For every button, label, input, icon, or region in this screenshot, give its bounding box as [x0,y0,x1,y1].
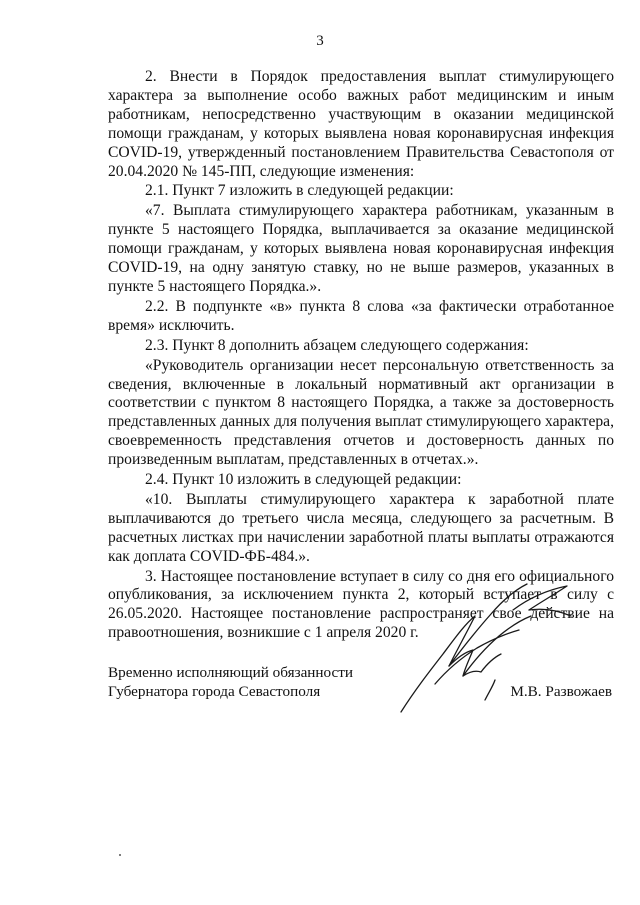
paragraph-2-4: 2.4. Пункт 10 изложить в следующей редакции: [145,471,462,489]
page-number: 3 [316,33,324,49]
paragraph-3-effective: 3. Настоящее постановление вступает в силу со дня его официального опубликования, за исключением пункта 2, который вступает в силу с 26.05.2020. Настоящее постановление распространяет свое действие на правоотношения, возникшие с 1 апреля 2020 г. [108,567,614,642]
paragraph-2-3-quote: «Руководитель организации несет персональную ответственность за сведения, включенные в локальный нормативный акт организации в соответствии с пунктом 8 настоящего Порядка, а также за достоверность представленных данных для получения выплат стимулирующего характера, своевременность представления отчетов и достоверность данных по произведенным выплатам, представленных в отчетах.». [108,356,614,469]
signatory-title-line-2: Губернатора города Севастополя [108,682,321,700]
signature-block [108,664,614,704]
paragraph-2-1: 2.1. Пункт 7 изложить в следующей редакции: [145,182,454,200]
paragraph-2-1-quote: «7. Выплата стимулирующего характера работникам, указанным в пункте 5 настоящего Порядка, выплачивается за оказание медицинской помощи гражданам, у которых выявлена новая коронавирусная инфекция COVID-19, на одну занятую ставку, но не выше размеров, указанных в пункте 5 настоящего Порядка.». [108,202,614,295]
paragraph-2-2: 2.2. В подпункте «в» пункта 8 слова «за фактически отработанное время» исключить. [108,297,614,334]
scan-dot [119,854,121,856]
signatory-name: М.В. Развожаев [510,683,612,700]
paragraph-2-amendments: 2. Внести в Порядок предоставления выплат стимулирующего характера за выполнение особо важных работ медицинским и иным работникам, непосредственно участвующим в оказании медицинской помощи гражданам, у которых выявлена новая коронавирусная инфекция COVID-19, утвержденный постановлением Правительства Севастополя от 20.04.2020 № 145-ПП, следующие изменения: [108,68,614,180]
signatory-title [108,664,353,701]
document-body [108,68,614,643]
signatory-title-line-1: Временно исполняющий обязанности [108,664,354,681]
paragraph-2-4-quote: «10. Выплаты стимулирующего характера к заработной плате выплачиваются до третьего числа месяца, следующего за расчетным. В расчетных листках при начислении заработной платы выплаты отражаются как доплата COVID-ФБ-484.». [108,490,614,565]
paragraph-2-3: 2.3. Пункт 8 дополнить абзацем следующего содержания: [145,336,529,354]
